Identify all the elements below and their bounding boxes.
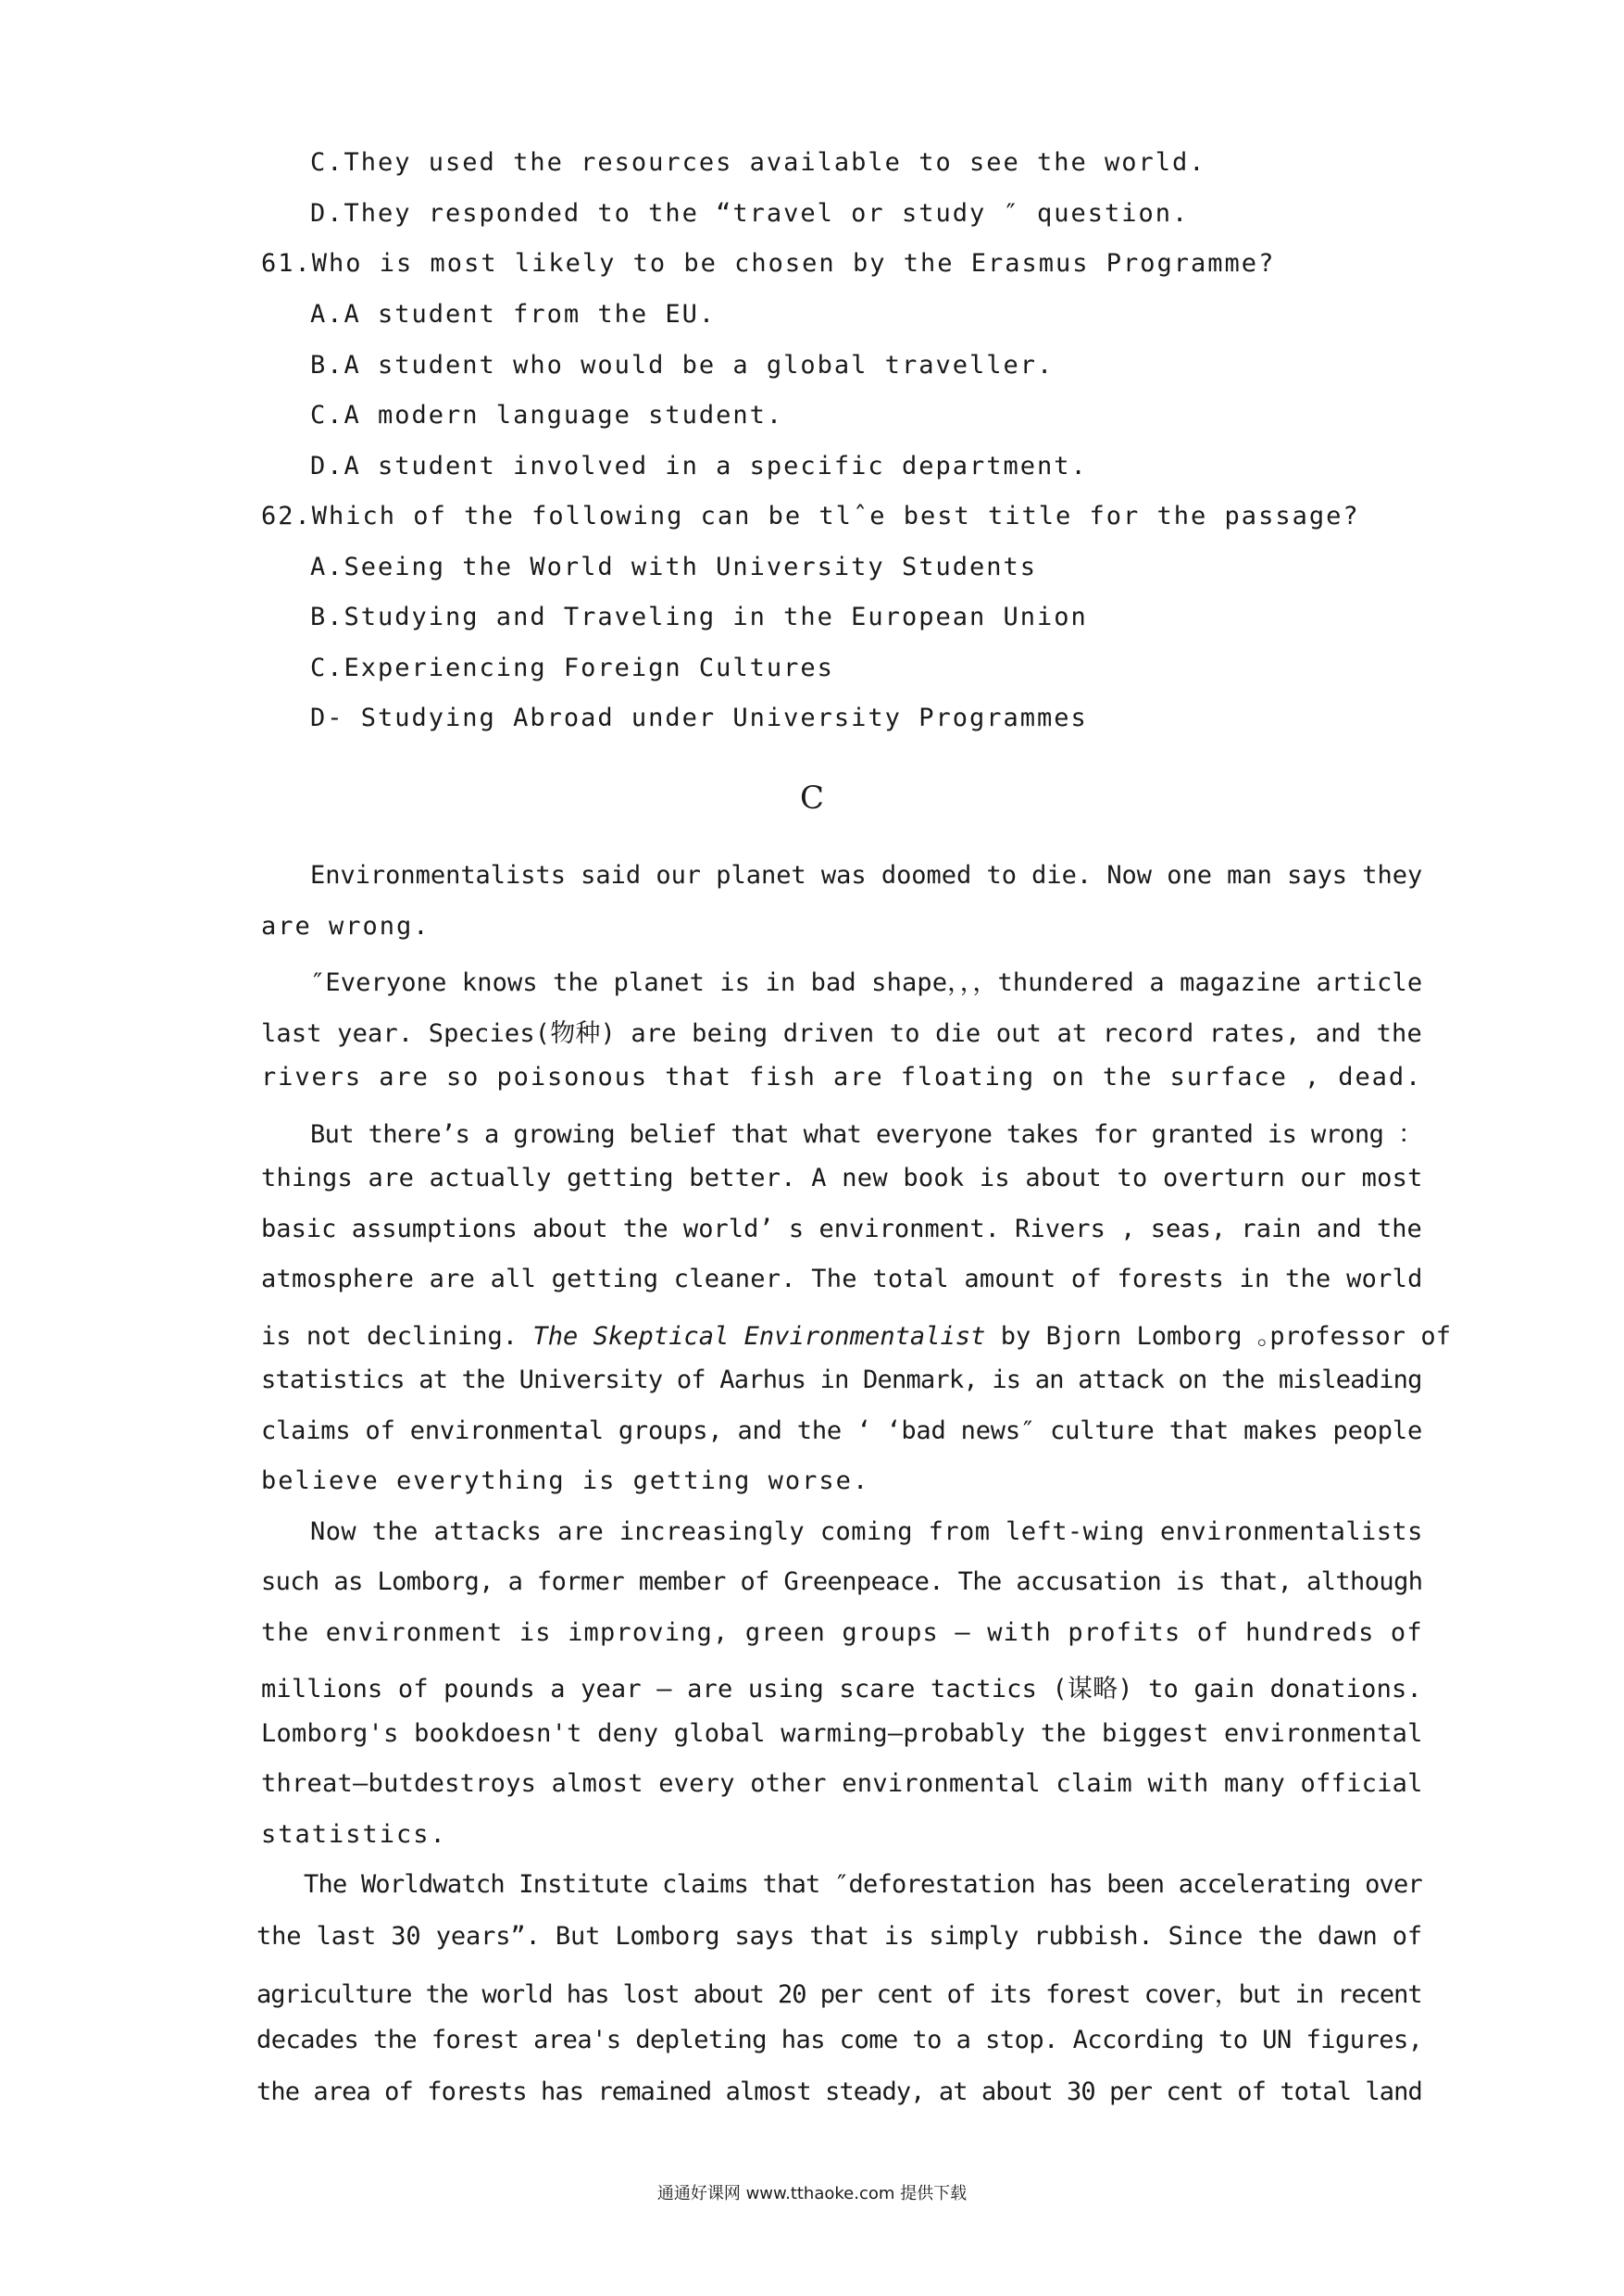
passage-line: millions of pounds a year — are using scare tactics (谋略) to gain donations. — [261, 1675, 1422, 1703]
q60-option-c: C.They used the resources available to see the world. — [310, 148, 1206, 177]
passage-line: rivers are so poisonous that fish are floating on the surface , dead. — [261, 1063, 1423, 1092]
passage-line — [261, 1316, 1451, 1352]
q62-stem: 62.Which of the following can be tlˆe best title for the passage? — [261, 502, 1360, 530]
passage-line: believe everything is getting worse. — [261, 1466, 870, 1495]
passage-line: Environmentalists said our planet was doomed to die. Now one man says they — [310, 861, 1423, 890]
passage-line: the area of forests has remained almost steady, at about 30 per cent of total land — [256, 2078, 1422, 2106]
passage-line: Now the attacks are increasingly coming from left-wing environmentalists — [310, 1517, 1423, 1546]
passage-text: by Bjorn Lomborg ｡professor of — [1000, 1322, 1451, 1351]
passage-line: But there’s a growing belief that what everyone takes for granted is wrong ： — [310, 1120, 1423, 1149]
passage-line: statistics at the University of Aarhus in Denmark, is an attack on the misleading — [261, 1366, 1422, 1394]
passage-line: agriculture the world has lost about 20 per cent of its forest cover，but in recent — [256, 1980, 1422, 2009]
q61-option-a: A.A student from the EU. — [310, 300, 717, 329]
passage-line: ″Everyone knows the planet is in bad shape，，，thundered a magazine article — [310, 968, 1423, 997]
passage-line: are wrong. — [261, 912, 431, 941]
passage-line: things are actually getting better. A new book is about to overturn our most — [261, 1164, 1423, 1192]
passage-line: decades the forest area's depleting has come to a stop. According to UN figures, — [256, 2026, 1423, 2054]
passage-line: atmosphere are all getting cleaner. The total amount of forests in the world — [261, 1265, 1423, 1293]
passage-line: basic assumptions about the world’ s environment. Rivers , seas, rain and the — [261, 1215, 1422, 1243]
section-title: C — [799, 780, 824, 817]
passage-text: is not declining. — [261, 1322, 518, 1351]
passage-line: the last 30 years”. But Lomborg says that is simply rubbish. Since the dawn of — [256, 1922, 1423, 1951]
q61-stem: 61.Who is most likely to be chosen by the Erasmus Programme? — [261, 249, 1276, 278]
passage-line: such as Lomborg, a former member of Greenpeace. The accusation is that, although — [261, 1567, 1423, 1596]
book-title: The Skeptical Environmentalist — [532, 1322, 986, 1351]
q62-option-b: B.Studying and Traveling in the European Union — [310, 603, 1088, 631]
passage-line: The Worldwatch Institute claims that ″deforestation has been accelerating over — [304, 1870, 1423, 1899]
q62-option-c: C.Experiencing Foreign Cultures — [310, 654, 834, 682]
q61-option-c: C.A modern language student. — [310, 401, 784, 430]
q62-option-a: A.Seeing the World with University Students — [310, 553, 1037, 581]
page-footer: 通通好课网 www.tthaoke.com 提供下载 — [656, 2184, 968, 2203]
passage-line: last year. Species(物种) are being driven to die out at record rates, and the — [261, 1019, 1422, 1048]
passage-line: the environment is improving, green groups — with profits of hundreds of — [261, 1618, 1423, 1647]
passage-line: Lomborg's bookdoesn't deny global warming—probably the biggest environmental — [261, 1719, 1423, 1748]
q62-option-d: D- Studying Abroad under University Programmes — [310, 704, 1088, 732]
q61-option-b: B.A student who would be a global traveller. — [310, 351, 1055, 380]
q60-option-d: D.They responded to the “travel or study ″ question. — [310, 199, 1190, 228]
q61-option-d: D.A student involved in a specific department. — [310, 452, 1088, 480]
passage-line: claims of environmental groups, and the ‘ ‘bad news″ culture that makes people — [261, 1416, 1423, 1445]
passage-line: statistics. — [261, 1820, 447, 1849]
passage-line: threat—butdestroys almost every other environmental claim with many official — [261, 1769, 1423, 1798]
